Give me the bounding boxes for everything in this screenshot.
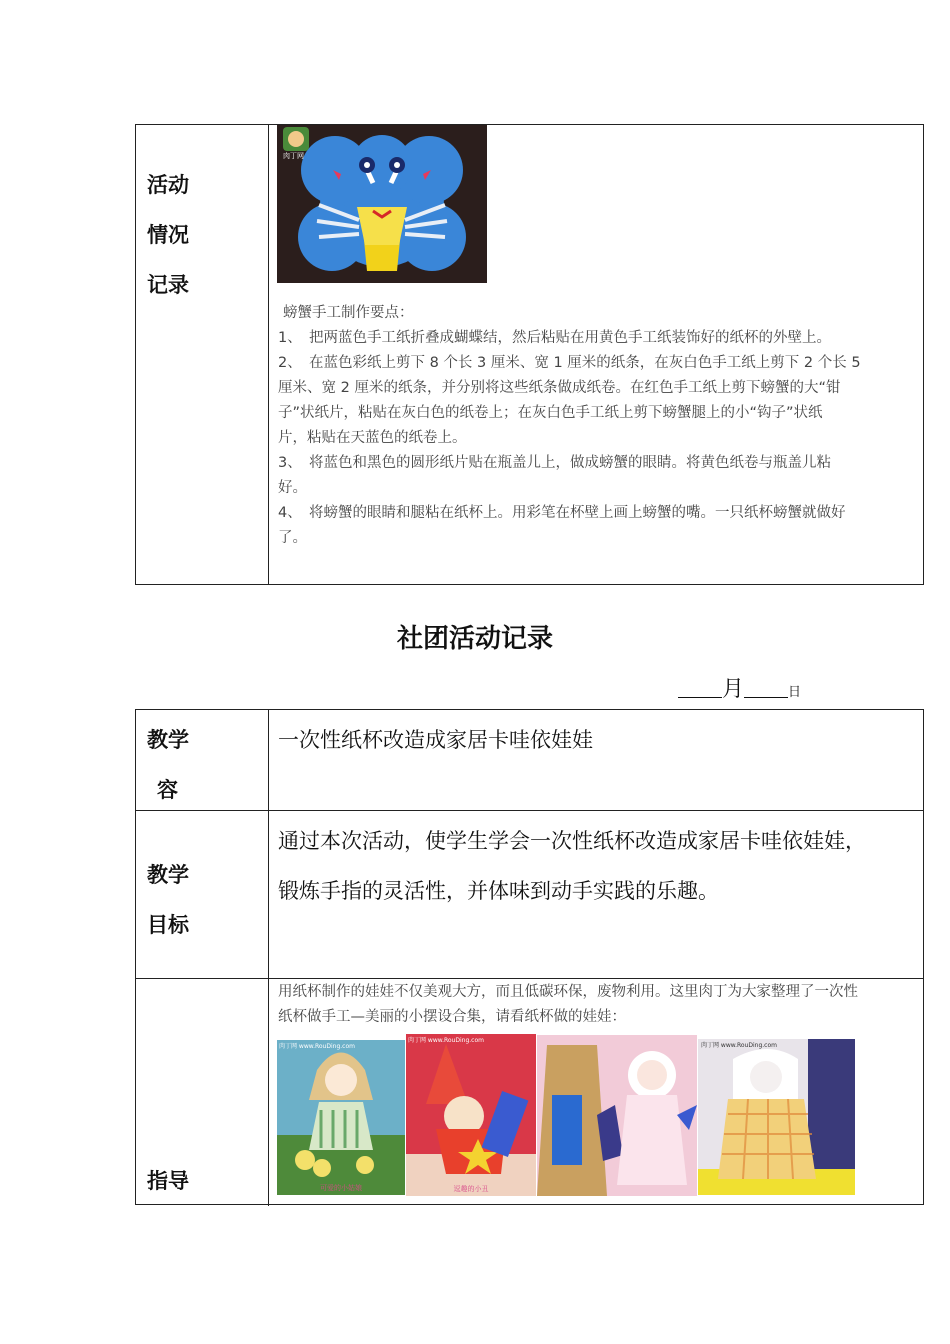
activity-record-row	[136, 125, 923, 584]
content-row	[136, 710, 923, 810]
content-label	[136, 710, 269, 810]
content-value: 一次性纸杯改造成家居卡哇依娃娃	[278, 728, 593, 752]
guide-content	[269, 979, 923, 1206]
photo-caption: 逗趣的小丑	[453, 1185, 489, 1193]
note-line: 2、 在蓝色彩纸上剪下 8 个长 3 厘米、宽 1 厘米的纸条，在灰白色手工纸上剪下 2 个长 5	[278, 355, 861, 371]
doll-photo-3	[537, 1035, 697, 1196]
note-line: 了。	[278, 530, 307, 546]
label-line: 情况	[147, 223, 189, 247]
notes-title: 螃蟹手工制作要点：	[283, 305, 414, 321]
activity-record-content	[269, 125, 923, 584]
photo-watermark: 肉丁网 www.RouDing.com	[408, 1037, 484, 1044]
note-line: 好。	[278, 480, 307, 496]
note-line: 子”状纸片，粘贴在灰白色的纸卷上；在灰白色手工纸上剪下螃蟹腿上的小“钩子”状纸	[278, 405, 823, 421]
crab-photo	[277, 125, 487, 283]
doll-photo-2	[406, 1034, 536, 1196]
label-line: 活动	[147, 173, 189, 197]
photo-brand-label: 肉丁网	[283, 152, 304, 160]
label-line: 教学	[147, 728, 189, 752]
note-line: 3、 将蓝色和黑色的圆形纸片贴在瓶盖儿上，做成螃蟹的眼睛。将黄色纸卷与瓶盖儿粘	[278, 455, 831, 471]
activity-record-label	[136, 125, 269, 584]
guide-label-cell	[136, 979, 269, 1206]
label-line: 目标	[147, 913, 189, 937]
activity-record-table	[135, 124, 924, 585]
photo-caption: 可爱的小姑娘	[320, 1184, 362, 1192]
goal-line: 锻炼手指的灵活性，并体味到动手实践的乐趣。	[278, 879, 719, 903]
doll-photo-1	[277, 1040, 405, 1195]
content-value-cell	[269, 710, 923, 810]
date-line	[678, 672, 801, 703]
doll-photo-4	[698, 1039, 855, 1195]
label-line: 教学	[147, 863, 189, 887]
day-label: 日	[788, 685, 802, 700]
day-blank	[744, 677, 788, 698]
lesson-table	[135, 709, 924, 1205]
goal-line: 通过本次活动，使学生学会一次性纸杯改造成家居卡哇依娃娃，	[278, 829, 866, 853]
month-label: 月	[722, 677, 745, 702]
guide-line: 用纸杯制作的娃娃不仅美观大方，而且低碳环保，废物利用。这里肉丁为大家整理了一次性	[278, 984, 858, 1000]
month-blank	[678, 677, 722, 698]
goal-value-cell	[269, 811, 923, 978]
label-line: 容	[157, 778, 178, 802]
page-title: 社团活动记录	[396, 624, 553, 654]
note-line: 片，粘贴在天蓝色的纸卷上。	[278, 430, 467, 446]
photo-watermark: 肉丁网 www.RouDing.com	[701, 1042, 777, 1049]
goal-row	[136, 810, 923, 978]
guide-line: 纸杯做手工—美丽的小摆设合集，请看纸杯做的娃娃：	[278, 1009, 626, 1025]
guide-row	[136, 978, 923, 1206]
notes-list	[278, 326, 918, 551]
note-line: 4、 将螃蟹的眼睛和腿粘在纸杯上。用彩笔在杯壁上画上螃蟹的嘴。一只纸杯螃蟹就做好	[278, 505, 846, 521]
goal-label	[136, 811, 269, 978]
guide-label: 指导	[147, 1169, 189, 1193]
photo-watermark: 肉丁网 www.RouDing.com	[279, 1043, 355, 1050]
note-line: 厘米、宽 2 厘米的纸条，并分别将这些纸条做成纸卷。在红色手工纸上剪下螃蟹的大“钳	[278, 380, 841, 396]
label-line: 记录	[147, 273, 189, 297]
note-line: 1、 把两蓝色手工纸折叠成蝴蝶结，然后粘贴在用黄色手工纸装饰好的纸杯的外壁上。	[278, 330, 831, 346]
